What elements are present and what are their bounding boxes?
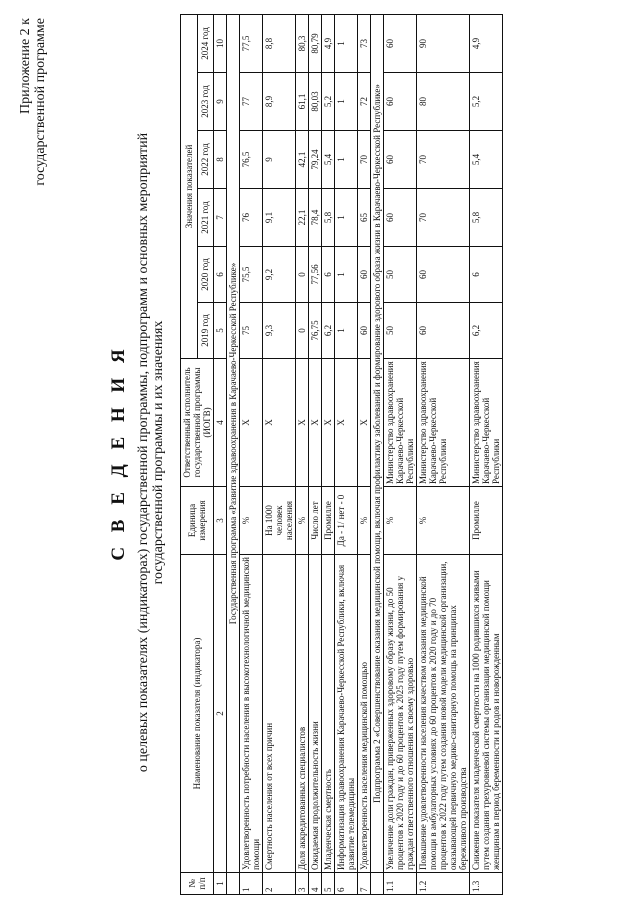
indicator-name: Удовлетворенность потребности населения в высокотехнологичной медицинской помощи xyxy=(240,555,263,873)
column-index-8: 8 xyxy=(214,131,227,189)
subprogram-rows xyxy=(384,14,503,894)
value-cell-2: 6 xyxy=(322,247,335,303)
responsible-cell: Министерство здравоохранения Карачаево-Черкесской Республики xyxy=(417,359,470,487)
value-cell-1: 9,3 xyxy=(263,303,296,359)
value-cell-2: 1 xyxy=(335,247,358,303)
value-cell-5: 5,2 xyxy=(322,73,335,131)
value-cell-4: 76,5 xyxy=(240,131,263,189)
responsible-cell: X xyxy=(296,359,309,487)
year-header-6: 2024 год xyxy=(197,14,214,72)
value-cell-4: 5,4 xyxy=(470,131,503,189)
year-header-1: 2019 год xyxy=(197,303,214,359)
col-header-responsible: Ответственный исполнитель государственной программы (ИОГВ) xyxy=(181,359,214,487)
unit-cell: Да - 1/ нет - 0 xyxy=(335,487,358,555)
value-cell-5: 5,2 xyxy=(470,73,503,131)
value-cell-1: 76,75 xyxy=(309,303,322,359)
responsible-cell: Министерство здравоохранения Карачаево-Черкесской Республики xyxy=(470,359,503,487)
value-cell-6: 80,79 xyxy=(309,14,322,72)
header-row xyxy=(181,14,198,894)
value-cell-4: 9 xyxy=(263,131,296,189)
row-number: 5 xyxy=(322,873,335,895)
unit-cell: Число лет xyxy=(309,487,322,555)
value-cell-5: 60 xyxy=(384,73,417,131)
responsible-cell: Министерство здравоохранения Карачаево-Черкесской Республики xyxy=(384,359,417,487)
document-title: С В Е Д Е Н И Я xyxy=(108,344,129,561)
table-row xyxy=(263,14,296,894)
value-cell-4: 70 xyxy=(358,131,371,189)
value-cell-1: 50 xyxy=(384,303,417,359)
indicator-name: Увеличение доли граждан, приверженных здоровому образу жизни, до 50 процентов к 2020 году и до 60 процентов к 2025 году путем формирования у граждан ответственного отношения к своему здоровью xyxy=(384,555,417,873)
subprogram-title-row xyxy=(371,14,384,894)
unit-cell: % xyxy=(240,487,263,555)
value-cell-5: 61,1 xyxy=(296,73,309,131)
value-cell-3: 60 xyxy=(384,189,417,247)
value-cell-3: 22,1 xyxy=(296,189,309,247)
table-row xyxy=(335,14,358,894)
document-subtitle-1: о целевых показателях (индикаторах) государственной программы, подпрограмм и основных мероприятий xyxy=(136,132,151,773)
table-row xyxy=(296,14,309,894)
col-header-values: Значения показателей xyxy=(181,14,198,358)
value-cell-5: 72 xyxy=(358,73,371,131)
unit-cell: % xyxy=(296,487,309,555)
subprogram-title: Подпрограмма 2 «Совершенствование оказания медицинской помощи, включая профилактику заболеваний и формирование здорового образа жизни в Карачаево-Черкесской Республике» xyxy=(371,14,384,872)
value-cell-3: 9,1 xyxy=(263,189,296,247)
value-cell-1: 6,2 xyxy=(322,303,335,359)
document-subtitle-2: государственной программы и их значениях xyxy=(151,320,166,585)
value-cell-5: 8,9 xyxy=(263,73,296,131)
column-index-3: 3 xyxy=(214,487,227,555)
indicator-name: Повышение удовлетворенности населения качеством оказания медицинской помощи в амбулаторных условиях до 60 процентов к 2020 году и до 70 процентов к 2022 году путем создания новой модели медицинской организации, оказывающей первичную медико-санитарную помощь на принципах бережливого производства xyxy=(417,555,470,873)
program-title-row xyxy=(227,14,240,894)
value-cell-3: 5,8 xyxy=(470,189,503,247)
value-cell-6: 4,9 xyxy=(322,14,335,72)
row-number: 6 xyxy=(335,873,358,895)
subprogram-title-num-cell xyxy=(371,873,384,895)
table-row xyxy=(309,14,322,894)
unit-cell: % xyxy=(384,487,417,555)
column-index-2: 2 xyxy=(214,555,227,873)
table-row xyxy=(417,14,470,894)
row-number: 4 xyxy=(309,873,322,895)
value-cell-5: 80 xyxy=(417,73,470,131)
value-cell-3: 65 xyxy=(358,189,371,247)
program-title-num-cell xyxy=(227,873,240,895)
table-row xyxy=(358,14,371,894)
value-cell-5: 80,03 xyxy=(309,73,322,131)
value-cell-5: 77 xyxy=(240,73,263,131)
value-cell-6: 60 xyxy=(384,14,417,72)
value-cell-3: 1 xyxy=(335,189,358,247)
indicator-name: Информатизация здравоохранения Карачаево-Черкесской Республики, включая развитие телемедицины xyxy=(335,555,358,873)
column-index-5: 5 xyxy=(214,303,227,359)
value-cell-6: 77,5 xyxy=(240,14,263,72)
column-index-6: 6 xyxy=(214,247,227,303)
responsible-cell: X xyxy=(309,359,322,487)
indicator-name: Доля аккредитованных специалистов xyxy=(296,555,309,873)
program-rows xyxy=(240,14,371,894)
appendix-note xyxy=(18,18,48,186)
value-cell-2: 60 xyxy=(358,247,371,303)
col-header-unit: Единица измерения xyxy=(181,487,214,555)
value-cell-2: 75,5 xyxy=(240,247,263,303)
indicators-table xyxy=(180,14,503,895)
unit-cell: Промилле xyxy=(322,487,335,555)
unit-cell: % xyxy=(417,487,470,555)
value-cell-4: 1 xyxy=(335,131,358,189)
indicator-name: Младенческая смертность xyxy=(322,555,335,873)
value-cell-4: 70 xyxy=(417,131,470,189)
value-cell-3: 5,8 xyxy=(322,189,335,247)
row-number: 1.1 xyxy=(384,873,417,895)
row-number: 1 xyxy=(240,873,263,895)
column-index-7: 7 xyxy=(214,189,227,247)
value-cell-3: 76 xyxy=(240,189,263,247)
unit-cell: % xyxy=(358,487,371,555)
column-index-row xyxy=(214,14,227,894)
value-cell-1: 60 xyxy=(358,303,371,359)
responsible-cell: X xyxy=(322,359,335,487)
table-row xyxy=(322,14,335,894)
value-cell-2: 0 xyxy=(296,247,309,303)
column-index-4: 4 xyxy=(214,359,227,487)
year-header-3: 2021 год xyxy=(197,189,214,247)
year-header-4: 2022 год xyxy=(197,131,214,189)
value-cell-2: 50 xyxy=(384,247,417,303)
indicator-name: Смертность населения от всех причин xyxy=(263,555,296,873)
row-number: 3 xyxy=(296,873,309,895)
indicator-name: Ожидаемая продолжительность жизни xyxy=(309,555,322,873)
appendix-line-1: Приложение 2 к xyxy=(18,18,33,114)
unit-cell: На 1000 человек населения xyxy=(263,487,296,555)
column-index-10: 10 xyxy=(214,14,227,72)
column-index-9: 9 xyxy=(214,73,227,131)
value-cell-4: 42,1 xyxy=(296,131,309,189)
row-number: 2 xyxy=(263,873,296,895)
row-number: 1.2 xyxy=(417,873,470,895)
value-cell-2: 9,2 xyxy=(263,247,296,303)
col-header-num: № п/п xyxy=(181,873,214,895)
value-cell-6: 80,3 xyxy=(296,14,309,72)
responsible-cell: X xyxy=(263,359,296,487)
table-row xyxy=(470,14,503,894)
value-cell-1: 75 xyxy=(240,303,263,359)
value-cell-4: 79,24 xyxy=(309,131,322,189)
responsible-cell: X xyxy=(335,359,358,487)
row-number: 7 xyxy=(358,873,371,895)
value-cell-2: 6 xyxy=(470,247,503,303)
value-cell-6: 73 xyxy=(358,14,371,72)
value-cell-5: 1 xyxy=(335,73,358,131)
unit-cell: Промилле xyxy=(470,487,503,555)
value-cell-2: 77,56 xyxy=(309,247,322,303)
value-cell-2: 60 xyxy=(417,247,470,303)
value-cell-1: 0 xyxy=(296,303,309,359)
value-cell-6: 8,8 xyxy=(263,14,296,72)
indicator-name: Удовлетворенность населения медицинской помощью xyxy=(358,555,371,873)
value-cell-3: 70 xyxy=(417,189,470,247)
value-cell-1: 1 xyxy=(335,303,358,359)
responsible-cell: X xyxy=(240,359,263,487)
value-cell-6: 1 xyxy=(335,14,358,72)
appendix-line-2: государственной программе xyxy=(33,18,48,186)
value-cell-4: 5,4 xyxy=(322,131,335,189)
table-row xyxy=(240,14,263,894)
value-cell-4: 60 xyxy=(384,131,417,189)
value-cell-6: 90 xyxy=(417,14,470,72)
col-header-name: Наименование показателя (индикатора) xyxy=(181,555,214,873)
value-cell-1: 60 xyxy=(417,303,470,359)
indicator-name: Снижение показателя младенческой смертности на 1000 родившихся живыми путем создания трехуровневой системы организации медицинской помощи женщинам в период беременности и родов и новорожденным xyxy=(470,555,503,873)
program-title: Государственная программа «Развитие здравоохранения в Карачаево-Черкесской Республике» xyxy=(227,14,240,872)
value-cell-6: 4,9 xyxy=(470,14,503,72)
value-cell-1: 6,2 xyxy=(470,303,503,359)
responsible-cell: X xyxy=(358,359,371,487)
year-header-5: 2023 год xyxy=(197,73,214,131)
table-row xyxy=(384,14,417,894)
year-header-2: 2020 год xyxy=(197,247,214,303)
row-number: 1.3 xyxy=(470,873,503,895)
column-index-1: 1 xyxy=(214,873,227,895)
value-cell-3: 78,4 xyxy=(309,189,322,247)
